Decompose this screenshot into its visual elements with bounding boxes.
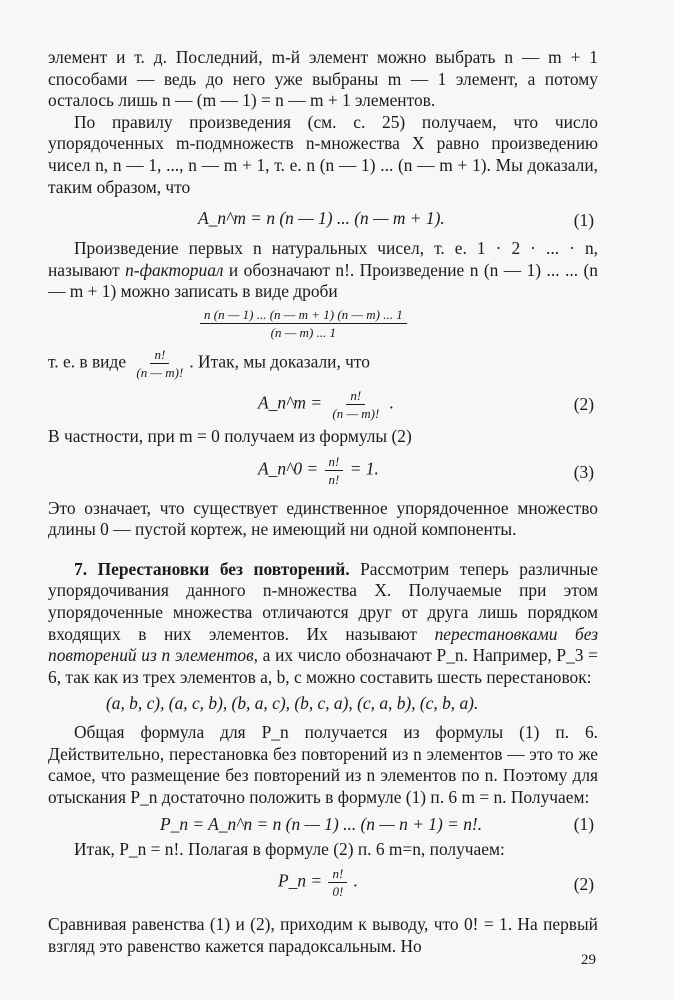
paragraph-5: В частности, при m = 0 получаем из формулы (2) — [48, 425, 412, 446]
equation-1-number: (1) — [573, 210, 594, 231]
paragraph-7-start: Рассмотрим теперь различные упорядочивания данного n-множества X. Получаемые при этом упорядоченные множества отличаются друг от друга лишь порядком входящих в них элементов. Их называют — [48, 558, 598, 644]
equation-3 — [258, 454, 379, 487]
paragraph-3-start: Произведение первых n натуральных чисел, т. е. 1 · 2 · ... · n, называют — [48, 238, 598, 280]
paragraph-4-end: . Итак, мы доказали, что — [189, 351, 370, 372]
paragraph-10: Сравнивая равенства (1) и (2), приходим к выводу, что 0! = 1. На первый взгляд это равенство кажется парадоксальным. Но — [48, 914, 598, 956]
paragraph-7-end: , а их число обозначают P_n. Например, P_3 = 6, так как из трех элементов a, b, c можно составить шесть перестановок: — [48, 645, 598, 687]
paragraph-8: Общая формула для P_n получается из формулы (1) п. 6. Действительно, перестановка без повторений из n элементов — это то же самое, что размещение без повторений из n элементов по n. Поэтому для отыскания P_n достаточно положить в формуле (1) п. 6 m = n. Получаем: — [48, 722, 598, 808]
section-7-heading: 7. Перестановки без повторений. — [74, 558, 350, 579]
page-text — [48, 47, 598, 957]
equation-5-numerator: n! — [328, 866, 347, 883]
paragraph-2: По правилу произведения (см. с. 25) получаем, что число упорядоченных m-подмножеств n-множества X равно произведению чисел n, n — 1, ..., n — m + 1, т. е. n (n — 1) ... (n — m + 1). Мы доказали, таким образом, что — [48, 111, 598, 197]
equation-2-fraction — [328, 388, 383, 421]
equation-1-row — [48, 198, 598, 238]
equation-1: A_n^m = n (n — 1) ... (n — m + 1). — [198, 208, 445, 229]
fraction-1-denominator: (n — m) ... 1 — [270, 324, 337, 340]
equation-3-numerator: n! — [325, 454, 344, 471]
fraction-1-row — [48, 303, 598, 345]
paragraph-4-start: т. е. в виде — [48, 351, 127, 372]
fraction-2 — [132, 347, 187, 380]
paragraph-7 — [48, 559, 598, 689]
paragraph-1: элемент и т. д. Последний, m-й элемент можно выбрать n — m + 1 способами — ведь до него уже выбраны m — 1 элемент, а потому осталось лишь n — (m — 1) = n — m + 1 элементов. — [48, 47, 598, 111]
equation-3-row — [48, 448, 598, 494]
equation-2-numerator: n! — [346, 388, 365, 405]
equation-4-number: (1) — [573, 813, 594, 834]
equation-3-number: (3) — [573, 461, 594, 482]
permutations-list: (a, b, c), (a, c, b), (b, a, c), (b, c, a), (c, a, b), (c, b, a). — [106, 693, 479, 714]
equation-2-lhs: A_n^m = — [258, 392, 322, 413]
fraction-1-numerator: n (n — 1) ... (n — m + 1) (n — m) ... 1 — [200, 307, 407, 324]
equation-2: A_n^m = $\frac{n!}{(n — m)!}$ . — [258, 387, 394, 421]
equation-5-fraction — [328, 866, 347, 899]
fraction-1 — [200, 307, 407, 340]
fraction-2-numerator: n! — [150, 347, 169, 364]
equation-3-denominator: n! — [328, 471, 340, 487]
equation-5-lhs: P_n = — [278, 870, 323, 891]
term-factorial: n-факториал — [125, 259, 224, 280]
equation-2-number: (2) — [573, 393, 594, 414]
equation-3-fraction — [325, 454, 344, 487]
term-permutations: перестановками без повторений из n элементов — [48, 623, 598, 666]
equation-3-rhs: = 1. — [349, 458, 379, 479]
paragraph-3-end: и обозначают n!. Произведение n (n — 1) ... ... (n — m + 1) можно записать в виде дроби — [48, 259, 598, 302]
paragraph-4 — [48, 347, 598, 380]
paragraph-6: Это означает, что существует единственное упорядоченное множество длины 0 — пустой кортеж, не имеющий ни одной компоненты. — [48, 497, 598, 540]
equation-4: P_n = A_n^n = n (n — 1) ... (n — n + 1) = n!. — [160, 813, 483, 834]
equation-2-denominator: (n — m)! — [332, 405, 380, 421]
equation-2-row — [48, 380, 598, 426]
equation-3-lhs: A_n^0 = — [258, 458, 319, 479]
paragraph-9: Итак, P_n = n!. Полагая в формуле (2) п. 6 m=n, получаем: — [74, 838, 505, 859]
equation-5: P_n = $\frac{n!}{0!}$ . — [278, 866, 359, 900]
fraction-2-denominator: (n — m)! — [136, 364, 184, 380]
equation-5-number: (2) — [573, 874, 594, 895]
equation-5-row — [48, 860, 598, 906]
page-number: 29 — [581, 952, 596, 968]
equation-5-denominator: 0! — [332, 884, 344, 900]
paragraph-3 — [48, 238, 598, 303]
equation-4-row — [48, 809, 598, 839]
permutations-row — [48, 688, 598, 718]
